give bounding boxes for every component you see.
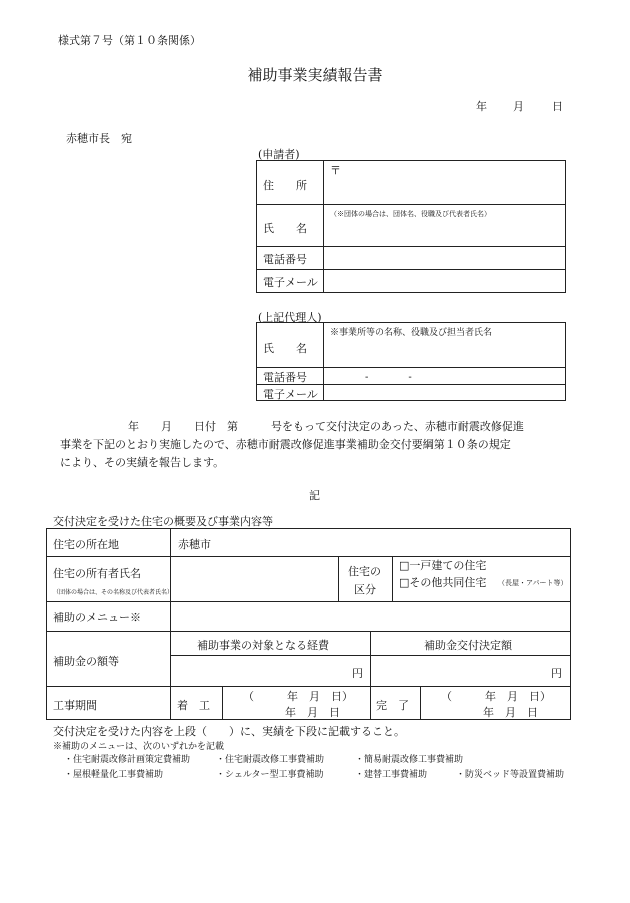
page-title: 補助事業実績報告書 — [247, 66, 383, 84]
end-date-planned: （ 年 月 日） — [441, 690, 551, 703]
menu-item: ・住宅耐震改修工事費補助 — [216, 755, 325, 765]
table-caption: 交付決定を受けた住宅の概要及び事業内容等 — [53, 515, 273, 528]
body-line-1: 年 月 日付 第 号をもって交付決定のあった、赤穂市耐震改修促進 — [128, 420, 524, 433]
start-date-planned: （ 年 月 日） — [243, 690, 353, 703]
phone-label: 電話番号 — [263, 253, 307, 266]
address-label: 住 所 — [263, 179, 307, 192]
owner-note: （団体の場合は、その名称及び代表者氏名） — [53, 589, 174, 596]
form-number: 様式第７号（第１０条関係） — [58, 34, 201, 47]
agent-name-label: 氏 名 — [263, 342, 307, 355]
grant-yen: 円 — [551, 667, 562, 680]
start-label: 着 工 — [177, 699, 210, 712]
location-value: 赤穂市 — [178, 538, 211, 551]
menu-item: ・住宅耐震改修計画策定費補助 — [64, 755, 191, 765]
date-month: 月 — [513, 100, 524, 113]
agent-heading: (上記代理人) — [258, 311, 322, 324]
name-note: （※団体の場合は、団体名、役職及び代表者氏名） — [330, 210, 491, 218]
body-line-2: 事業を下記のとおり実施したので、赤穂市耐震改修促進事業補助金交付要綱第１０条の規定 — [60, 438, 511, 451]
owner-label: 住宅の所有者氏名 — [53, 567, 141, 580]
agent-name-note: ※事業所等の名称、役職及び担当者氏名 — [330, 328, 493, 338]
menu-label: 補助のメニュー※ — [53, 611, 141, 624]
date-day: 日 — [552, 100, 563, 113]
cost-yen: 円 — [352, 667, 363, 680]
menu-item: ・簡易耐震改修工事費補助 — [355, 755, 464, 765]
date-year: 年 — [476, 100, 487, 113]
body-line-3: により、その実績を報告します。 — [60, 456, 225, 469]
grant-header: 補助金交付決定額 — [424, 639, 512, 652]
location-label: 住宅の所在地 — [53, 538, 119, 551]
category-option-shared: □その他共同住宅 — [399, 576, 487, 589]
addressee: 赤穂市長 宛 — [66, 132, 132, 145]
menu-item: ・建替工事費補助 — [355, 770, 428, 780]
ki-mark: 記 — [309, 489, 320, 502]
postal-mark: 〒 — [330, 164, 341, 177]
category-option-shared-note: （長屋・アパート等） — [498, 579, 568, 587]
category-label-2: 区分 — [354, 583, 376, 596]
end-label: 完 了 — [376, 699, 409, 712]
agent-email-label: 電子メール — [263, 388, 318, 401]
amount-label: 補助金の額等 — [53, 655, 119, 668]
applicant-heading: (申請者) — [258, 148, 300, 161]
menu-item: ・屋根軽量化工事費補助 — [64, 770, 164, 780]
menu-item: ・シェルター型工事費補助 — [216, 770, 324, 780]
agent-phone-label: 電話番号 — [263, 371, 307, 384]
menu-item: ・防災ベッド等設置費補助 — [456, 770, 565, 780]
name-label: 氏 名 — [263, 222, 307, 235]
end-date-actual: 年 月 日 — [483, 706, 538, 719]
start-date-actual: 年 月 日 — [285, 706, 340, 719]
footer-instruction: 交付決定を受けた内容を上段（ ）に、実績を下段に記載すること。 — [53, 725, 405, 738]
menu-note-title: ※補助のメニューは、次のいずれかを記載 — [53, 742, 225, 752]
category-option-detached: □一戸建ての住宅 — [399, 559, 487, 572]
email-label: 電子メール — [263, 276, 318, 289]
category-label-1: 住宅の — [348, 565, 381, 578]
cost-header: 補助事業の対象となる経費 — [197, 639, 329, 652]
agent-phone-dashes: - - — [365, 372, 412, 383]
period-label: 工事期間 — [53, 699, 97, 712]
